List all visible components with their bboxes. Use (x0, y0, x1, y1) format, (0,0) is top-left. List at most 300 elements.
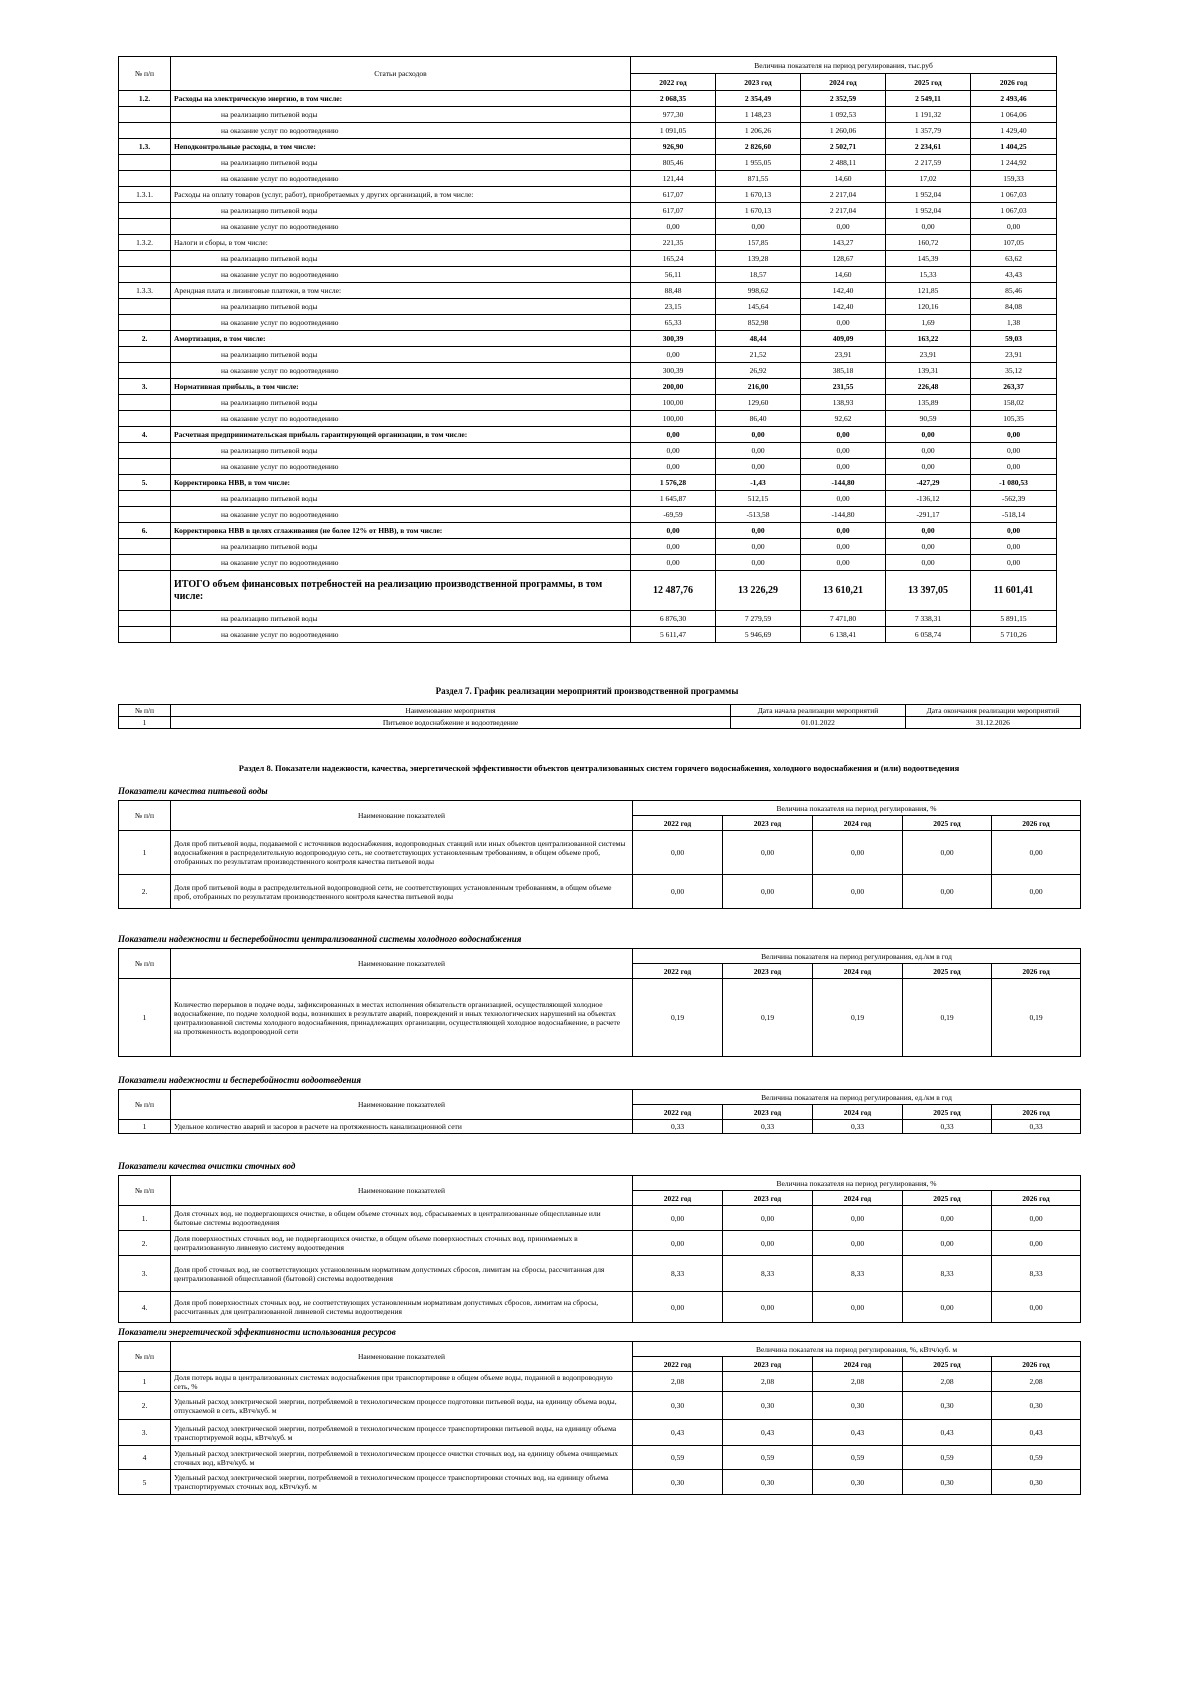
row-value: 65,33 (631, 315, 716, 331)
row-value: 26,92 (716, 363, 801, 379)
row-value: -291,17 (886, 507, 971, 523)
row-value: 43,43 (971, 267, 1057, 283)
header-year: 2024 год (813, 964, 903, 979)
row-label: на реализацию питьевой воды (171, 155, 631, 171)
row-num: 1.3. (119, 139, 171, 155)
row-num (119, 155, 171, 171)
table-row (119, 91, 1057, 107)
header-year: 2025 год (903, 1105, 992, 1120)
row-value: 0,00 (801, 459, 886, 475)
row-value: 0,00 (801, 523, 886, 539)
table-row (119, 347, 1057, 363)
indicator-table (118, 800, 1081, 909)
indicator-value: 2,08 (992, 1372, 1081, 1392)
row-label: на реализацию питьевой воды (171, 539, 631, 555)
header-year: 2026 год (971, 74, 1057, 91)
total-subrow-value: 5 710,26 (971, 627, 1057, 643)
table-row (119, 379, 1057, 395)
row-value: 1 670,13 (716, 203, 801, 219)
header-year: 2023 год (723, 1105, 813, 1120)
row-value: 0,00 (886, 459, 971, 475)
indicator-value: 0,33 (992, 1120, 1081, 1134)
table-row (119, 1206, 1081, 1231)
row-value: 385,18 (801, 363, 886, 379)
row-num: 1. (119, 1206, 171, 1231)
indicator-value: 0,00 (903, 831, 992, 875)
row-value: 512,15 (716, 491, 801, 507)
row-num (119, 555, 171, 571)
row-value: 1 952,04 (886, 187, 971, 203)
indicator-name: Удельный расход электрической энергии, потребляемой в технологическом процессе очистки сточных вод, на единицу объема очищаемых сточных вод, кВтч/куб. м (171, 1446, 633, 1470)
header-period-group: Величина показателя на период регулирования, тыс.руб (631, 57, 1057, 74)
indicator-value: 0,00 (813, 831, 903, 875)
row-label: на оказание услуг по водоотведению (171, 459, 631, 475)
row-value: 0,00 (631, 443, 716, 459)
row-num: 1 (119, 717, 171, 729)
row-value: 145,39 (886, 251, 971, 267)
table-row (119, 1420, 1081, 1446)
row-label: на оказание услуг по водоотведению (171, 171, 631, 187)
row-value: 88,48 (631, 283, 716, 299)
row-value: -562,39 (971, 491, 1057, 507)
row-value: 0,00 (631, 427, 716, 443)
row-value: 617,07 (631, 203, 716, 219)
indicator-value: 0,30 (723, 1392, 813, 1420)
indicator-value: 0,00 (633, 1231, 723, 1256)
table-row (119, 331, 1057, 347)
indicator-value: 0,30 (813, 1470, 903, 1495)
indicator-value: 0,19 (903, 979, 992, 1057)
row-value: 2 826,60 (716, 139, 801, 155)
row-value: 0,00 (886, 539, 971, 555)
indicator-value: 0,00 (903, 1231, 992, 1256)
row-value: 1,38 (971, 315, 1057, 331)
header-activity-name: Наименование мероприятия (171, 705, 731, 717)
row-value: 2 217,59 (886, 155, 971, 171)
table-row (119, 443, 1057, 459)
row-value: 1 429,40 (971, 123, 1057, 139)
header-year: 2022 год (633, 1357, 723, 1372)
row-value: 121,85 (886, 283, 971, 299)
table-row (119, 507, 1057, 523)
row-value: 86,40 (716, 411, 801, 427)
row-num (119, 107, 171, 123)
row-value: -513,58 (716, 507, 801, 523)
row-value: 0,00 (971, 443, 1057, 459)
indicator-value: 0,00 (992, 831, 1081, 875)
indicator-value: 0,19 (813, 979, 903, 1057)
indicator-value: 0,59 (992, 1446, 1081, 1470)
total-subrow-value: 6 138,41 (801, 627, 886, 643)
row-value: 1 191,32 (886, 107, 971, 123)
table-row (119, 1470, 1081, 1495)
row-value: 48,44 (716, 331, 801, 347)
indicator-value: 0,43 (723, 1420, 813, 1446)
block-subtitle: Показатели надежности и бесперебойности централизованной системы холодного водоснабжения (118, 934, 522, 944)
row-label: на реализацию питьевой воды (171, 107, 631, 123)
row-label: Амортизация, в том числе: (171, 331, 631, 347)
indicator-value: 8,33 (633, 1256, 723, 1292)
row-num (119, 171, 171, 187)
row-num: 1 (119, 831, 171, 875)
row-value: 143,27 (801, 235, 886, 251)
indicator-value: 0,00 (633, 875, 723, 909)
row-value: 159,33 (971, 171, 1057, 187)
row-label: Налоги и сборы, в том числе: (171, 235, 631, 251)
row-num (119, 267, 171, 283)
header-year: 2026 год (992, 1105, 1081, 1120)
row-value: -144,80 (801, 507, 886, 523)
row-value: 0,00 (801, 539, 886, 555)
row-label: Арендная плата и лизинговые платежи, в том числе: (171, 283, 631, 299)
indicator-value: 0,00 (813, 1231, 903, 1256)
row-value: 852,98 (716, 315, 801, 331)
row-label: на оказание услуг по водоотведению (171, 363, 631, 379)
row-value: 2 488,11 (801, 155, 886, 171)
row-num: 3. (119, 379, 171, 395)
row-value: 107,05 (971, 235, 1057, 251)
table-row (119, 1292, 1081, 1323)
row-num: 4. (119, 1292, 171, 1323)
row-value: 129,60 (716, 395, 801, 411)
row-value: 1 576,28 (631, 475, 716, 491)
indicator-value: 0,00 (723, 1292, 813, 1323)
row-value: 1 244,92 (971, 155, 1057, 171)
indicator-value: 0,00 (992, 1292, 1081, 1323)
indicator-value: 0,59 (903, 1446, 992, 1470)
indicator-name: Доля проб поверхностных сточных вод, не соответствующих установленным нормативам допустимых сбросов, лимитам на сбросы, рассчитанных для централизованной ливневой системы водоотведения (171, 1292, 633, 1323)
row-value: 0,00 (631, 555, 716, 571)
row-value: 1 064,06 (971, 107, 1057, 123)
row-label: на реализацию питьевой воды (171, 203, 631, 219)
row-value: 0,00 (971, 459, 1057, 475)
row-value: 158,02 (971, 395, 1057, 411)
row-value: 2 549,11 (886, 91, 971, 107)
section7-title: Раздел 7. График реализации мероприятий производственной программы (435, 686, 739, 696)
table-row (119, 123, 1057, 139)
indicator-value: 0,59 (633, 1446, 723, 1470)
total-subrow-label: на реализацию питьевой воды (171, 611, 631, 627)
total-subrow-value: 7 279,59 (716, 611, 801, 627)
row-value: 0,00 (886, 427, 971, 443)
table-row (119, 171, 1057, 187)
total-subrow-value: 5 891,15 (971, 611, 1057, 627)
indicator-value: 0,00 (813, 875, 903, 909)
row-value: 1 952,04 (886, 203, 971, 219)
row-value: -144,80 (801, 475, 886, 491)
block-subtitle: Показатели качества очистки сточных вод (118, 1161, 296, 1171)
total-subrow-value: 5 611,47 (631, 627, 716, 643)
row-label: Корректировка НВВ, в том числе: (171, 475, 631, 491)
row-value: -69,59 (631, 507, 716, 523)
header-indicator-name: Наименование показателей (171, 949, 633, 979)
row-value: 1 260,06 (801, 123, 886, 139)
indicator-value: 0,00 (723, 875, 813, 909)
table-row (119, 875, 1081, 909)
row-value: 138,93 (801, 395, 886, 411)
row-label: на оказание услуг по водоотведению (171, 267, 631, 283)
indicator-value: 2,08 (903, 1372, 992, 1392)
indicator-value: 0,43 (903, 1420, 992, 1446)
row-value: 871,55 (716, 171, 801, 187)
header-indicator-name: Наименование показателей (171, 1090, 633, 1120)
indicator-value: 0,33 (903, 1120, 992, 1134)
row-num: 2. (119, 331, 171, 347)
row-num (119, 315, 171, 331)
indicator-value: 8,33 (813, 1256, 903, 1292)
header-period-group: Величина показателя на период регулирования, ед./км в год (633, 1090, 1081, 1105)
row-value: 142,40 (801, 299, 886, 315)
indicator-value: 0,33 (633, 1120, 723, 1134)
table-row (119, 187, 1057, 203)
row-value: 165,24 (631, 251, 716, 267)
row-label: на оказание услуг по водоотведению (171, 315, 631, 331)
table-row (119, 155, 1057, 171)
row-num (119, 507, 171, 523)
row-value: 2 234,61 (886, 139, 971, 155)
total-value: 13 226,29 (716, 571, 801, 611)
header-period-group: Величина показателя на период регулирования, ед./км в год (633, 949, 1081, 964)
row-value: 1 670,13 (716, 187, 801, 203)
row-num: 1 (119, 1120, 171, 1134)
block-subtitle: Показатели качества питьевой воды (118, 786, 268, 796)
total-value: 11 601,41 (971, 571, 1057, 611)
row-value: 1 148,23 (716, 107, 801, 123)
row-value: 1,69 (886, 315, 971, 331)
header-expense-items: Статьи расходов (171, 57, 631, 91)
row-num (119, 299, 171, 315)
header-year: 2023 год (723, 816, 813, 831)
header-num: № п/п (119, 1176, 171, 1206)
row-value: 0,00 (971, 523, 1057, 539)
schedule-table (118, 704, 1081, 729)
indicator-name: Доля сточных вод, не подвергающихся очистке, в общем объеме сточных вод, сбрасываемых в централизованные общесплавные или бытовые системы водоотведения (171, 1206, 633, 1231)
row-label: на оказание услуг по водоотведению (171, 219, 631, 235)
row-value: 0,00 (971, 555, 1057, 571)
row-num: 3. (119, 1256, 171, 1292)
row-value: 23,91 (971, 347, 1057, 363)
row-value: 0,00 (801, 315, 886, 331)
row-num (119, 539, 171, 555)
row-value: 0,00 (631, 459, 716, 475)
table-row (119, 219, 1057, 235)
total-subrow-label: на оказание услуг по водоотведению (171, 627, 631, 643)
table-cell (119, 611, 171, 627)
indicator-value: 0,00 (903, 1292, 992, 1323)
row-value: 128,67 (801, 251, 886, 267)
table-row (119, 267, 1057, 283)
total-value: 13 397,05 (886, 571, 971, 611)
indicator-value: 0,30 (633, 1392, 723, 1420)
row-num (119, 363, 171, 379)
row-num: 1.3.2. (119, 235, 171, 251)
indicator-value: 2,08 (633, 1372, 723, 1392)
row-label: на реализацию питьевой воды (171, 347, 631, 363)
table-row (119, 523, 1057, 539)
header-indicator-name: Наименование показателей (171, 801, 633, 831)
header-year: 2024 год (813, 1357, 903, 1372)
row-value: 617,07 (631, 187, 716, 203)
table-row (119, 459, 1057, 475)
header-year: 2024 год (813, 816, 903, 831)
expenses-table (118, 56, 1057, 643)
row-value: 300,39 (631, 331, 716, 347)
row-value: 0,00 (716, 523, 801, 539)
header-num: № п/п (119, 801, 171, 831)
row-value: 1 067,03 (971, 203, 1057, 219)
row-label: на реализацию питьевой воды (171, 491, 631, 507)
row-value: 23,91 (886, 347, 971, 363)
row-num (119, 459, 171, 475)
row-value: 1 206,26 (716, 123, 801, 139)
row-value: 221,35 (631, 235, 716, 251)
row-value: 226,48 (886, 379, 971, 395)
indicator-value: 0,30 (813, 1392, 903, 1420)
indicator-name: Доля потерь воды в централизованных системах водоснабжения при транспортировке в общем объеме воды, поданной в водопроводную сеть, % (171, 1372, 633, 1392)
row-value: 59,03 (971, 331, 1057, 347)
row-value: 216,00 (716, 379, 801, 395)
table-row (119, 411, 1057, 427)
header-end-date: Дата окончания реализации мероприятий (906, 705, 1081, 717)
row-num (119, 347, 171, 363)
table-row (119, 831, 1081, 875)
row-value: 0,00 (886, 555, 971, 571)
row-value: 14,60 (801, 171, 886, 187)
row-value: 23,91 (801, 347, 886, 363)
row-value: 2 352,59 (801, 91, 886, 107)
row-value: 200,00 (631, 379, 716, 395)
indicator-name: Количество перерывов в подаче воды, зафиксированных в местах исполнения обязательств организацией, осуществляющей холодное водоснабжение, по подаче холодной воды, возникших в результате аварий, повреждений и иных технологических нарушений на объектах централизованной системы холодного водоснабжения, принадлежащих организации, осуществляющей холодное водоснабжение, в расчете на протяженность водопроводной сети (171, 979, 633, 1057)
indicator-name: Удельное количество аварий и засоров в расчете на протяженность канализационной сети (171, 1120, 633, 1134)
indicator-value: 0,00 (992, 1231, 1081, 1256)
row-value: 23,15 (631, 299, 716, 315)
table-row (119, 235, 1057, 251)
row-num: 1.3.1. (119, 187, 171, 203)
total-subrow-value: 6 876,30 (631, 611, 716, 627)
indicator-name: Удельный расход электрической энергии, потребляемой в технологическом процессе подготовки питьевой воды, на единицу объема воды, отпускаемой в сеть, кВтч/куб. м (171, 1392, 633, 1420)
header-year: 2024 год (813, 1191, 903, 1206)
indicator-value: 0,00 (633, 1292, 723, 1323)
row-value: 85,46 (971, 283, 1057, 299)
indicator-value: 0,19 (992, 979, 1081, 1057)
indicator-value: 8,33 (992, 1256, 1081, 1292)
table-row (119, 555, 1057, 571)
row-value: 142,40 (801, 283, 886, 299)
header-year: 2022 год (633, 1191, 723, 1206)
indicator-value: 0,19 (633, 979, 723, 1057)
row-value: 120,16 (886, 299, 971, 315)
total-subrow-value: 7 338,31 (886, 611, 971, 627)
row-label: на оказание услуг по водоотведению (171, 555, 631, 571)
row-num: 2. (119, 1231, 171, 1256)
row-value: 139,31 (886, 363, 971, 379)
header-year: 2023 год (723, 1191, 813, 1206)
block-subtitle: Показатели надежности и бесперебойности водоотведения (118, 1075, 362, 1085)
row-value: 18,57 (716, 267, 801, 283)
row-value: -136,12 (886, 491, 971, 507)
row-value: 0,00 (716, 555, 801, 571)
table-row (119, 491, 1057, 507)
header-period-group: Величина показателя на период регулирования, % (633, 1176, 1081, 1191)
row-value: 0,00 (631, 347, 716, 363)
row-value: 1 645,87 (631, 491, 716, 507)
row-label: на оказание услуг по водоотведению (171, 507, 631, 523)
row-value: 145,64 (716, 299, 801, 315)
row-value: 0,00 (631, 219, 716, 235)
header-year: 2025 год (903, 816, 992, 831)
table-row (119, 475, 1057, 491)
row-value: -518,14 (971, 507, 1057, 523)
indicator-value: 0,59 (813, 1446, 903, 1470)
row-num (119, 395, 171, 411)
row-label: на оказание услуг по водоотведению (171, 123, 631, 139)
end-date: 31.12.2026 (906, 717, 1081, 729)
indicator-value: 0,00 (813, 1206, 903, 1231)
row-label: на реализацию питьевой воды (171, 443, 631, 459)
table-cell (119, 627, 171, 643)
row-value: 2 354,49 (716, 91, 801, 107)
row-value: 0,00 (801, 555, 886, 571)
row-num (119, 443, 171, 459)
table-row (119, 1256, 1081, 1292)
row-num: 1.3.3. (119, 283, 171, 299)
table-row (119, 251, 1057, 267)
header-year: 2022 год (633, 1105, 723, 1120)
row-label: Расходы на оплату товаров (услуг, работ), приобретаемых у других организаций, в том числе: (171, 187, 631, 203)
row-value: 0,00 (886, 219, 971, 235)
row-num (119, 411, 171, 427)
table-row (119, 139, 1057, 155)
indicator-value: 0,00 (633, 831, 723, 875)
indicator-value: 0,59 (723, 1446, 813, 1470)
header-period-group: Величина показателя на период регулирования, %, кВтч/куб. м (633, 1342, 1081, 1357)
indicator-table (118, 1089, 1081, 1134)
indicator-value: 0,00 (723, 1206, 813, 1231)
table-row (119, 363, 1057, 379)
row-value: 2 493,46 (971, 91, 1057, 107)
total-subrow-value: 6 058,74 (886, 627, 971, 643)
indicator-name: Доля проб сточных вод, не соответствующих установленным нормативам допустимых сбросов, лимитам на сбросы, рассчитанная для централизованной общесплавной (бытовой) системы водоотведения (171, 1256, 633, 1292)
indicator-name: Удельный расход электрической энергии, потребляемой в технологическом процессе транспортировки сточных вод, на единицу объема транспортируемых сточных вод, кВтч/куб. м (171, 1470, 633, 1495)
row-num: 1 (119, 979, 171, 1057)
header-num: № п/п (119, 57, 171, 91)
indicator-value: 0,43 (813, 1420, 903, 1446)
row-label: на реализацию питьевой воды (171, 395, 631, 411)
row-value: 1 404,25 (971, 139, 1057, 155)
table-row (119, 315, 1057, 331)
table-row (119, 1120, 1081, 1134)
row-label: на реализацию питьевой воды (171, 251, 631, 267)
row-num (119, 123, 171, 139)
header-year: 2023 год (723, 964, 813, 979)
row-value: 2 502,71 (801, 139, 886, 155)
row-value: 805,46 (631, 155, 716, 171)
header-year: 2022 год (633, 816, 723, 831)
header-num: № п/п (119, 705, 171, 717)
row-num: 2. (119, 1392, 171, 1420)
row-value: 139,28 (716, 251, 801, 267)
row-value: 0,00 (801, 491, 886, 507)
start-date: 01.01.2022 (731, 717, 906, 729)
row-value: 135,89 (886, 395, 971, 411)
indicator-value: 0,30 (903, 1392, 992, 1420)
header-year: 2025 год (903, 1191, 992, 1206)
row-num: 3. (119, 1420, 171, 1446)
indicator-value: 2,08 (723, 1372, 813, 1392)
header-num: № п/п (119, 1090, 171, 1120)
row-value: 0,00 (631, 523, 716, 539)
header-year: 2025 год (886, 74, 971, 91)
